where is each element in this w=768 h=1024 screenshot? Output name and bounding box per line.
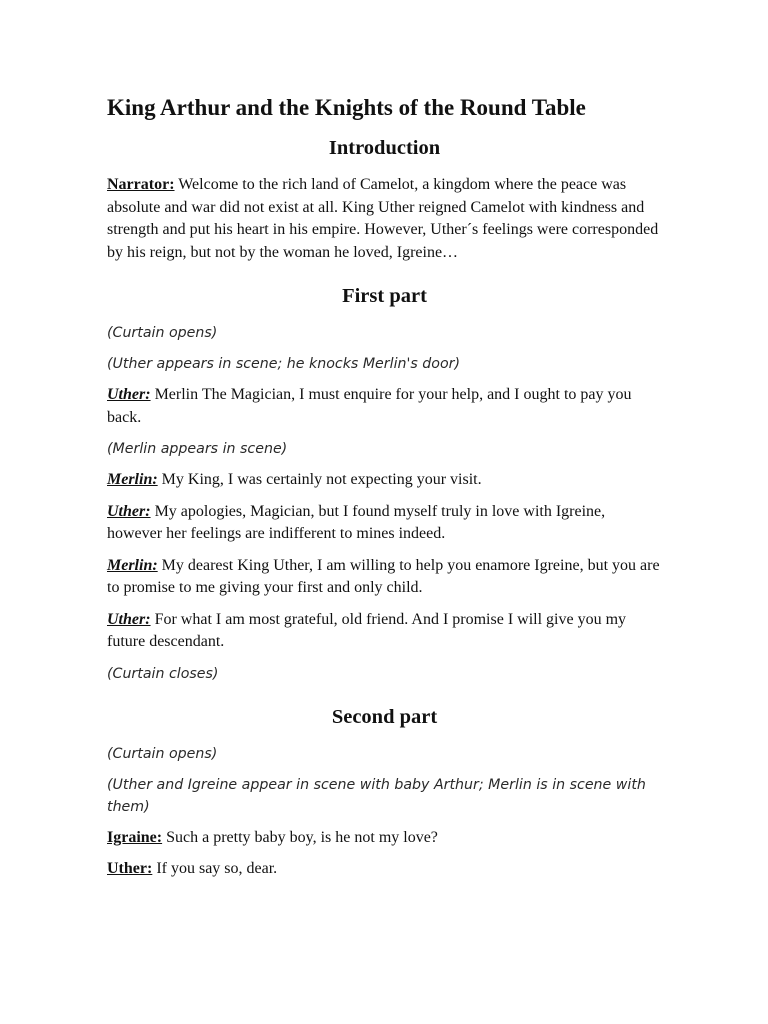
stage-direction: (Uther appears in scene; he knocks Merlin's door)	[107, 356, 461, 372]
speaker-label-uther: Uther:	[107, 610, 151, 628]
narrator-paragraph	[107, 174, 662, 264]
stage-direction: (Uther and Igreine appear in scene with baby Arthur; Merlin is in scene with them)	[107, 776, 646, 815]
dialogue-text: My apologies, Magician, but I found myself truly in love with Igreine, however her feelings are indifferent to mines indeed.	[107, 502, 606, 542]
dialogue-text: My dearest King Uther, I am willing to help you enamore Igreine, but you are to promise to me giving your first and only child.	[107, 556, 660, 596]
dialogue-text: My King, I was certainly not expecting your visit.	[161, 471, 482, 488]
section-heading-first-part: First part	[342, 285, 427, 307]
speaker-label-uther: Uther:	[107, 860, 153, 877]
dialogue-text: Merlin The Magician, I must enquire for your help, and I ought to pay you back.	[107, 386, 632, 426]
dialogue-line	[107, 469, 662, 492]
speaker-label-narrator: Narrator:	[107, 176, 175, 193]
speaker-label-uther: Uther:	[107, 502, 151, 520]
dialogue-text: Such a pretty baby boy, is he not my love?	[166, 828, 438, 846]
dialogue-line	[107, 501, 662, 546]
speaker-label-merlin: Merlin:	[107, 471, 158, 488]
dialogue-line	[107, 555, 662, 600]
dialogue-text: For what I am most grateful, old friend. And I promise I will give you my future descendant.	[107, 610, 627, 650]
document-title: King Arthur and the Knights of the Round Table	[107, 95, 586, 120]
stage-direction: (Curtain opens)	[107, 745, 218, 762]
stage-direction: (Curtain opens)	[107, 325, 218, 341]
stage-direction: (Curtain closes)	[107, 665, 219, 682]
dialogue-line	[107, 858, 662, 881]
speaker-label-merlin: Merlin:	[107, 556, 158, 574]
section-heading-second-part: Second part	[331, 705, 438, 728]
dialogue-line	[107, 384, 662, 429]
dialogue-line	[107, 609, 662, 654]
section-heading-introduction: Introduction	[328, 137, 441, 159]
narrator-text: Welcome to the rich land of Camelot, a kingdom where the peace was absolute and war did not exist at all. King Uther reigned Camelot with kindness and strength and put his heart in his empire. However, Uther´s feelings were corresponded by his reign, but not by the woman he loved, Igreine…	[107, 176, 659, 261]
stage-direction: (Merlin appears in scene)	[107, 441, 288, 457]
dialogue-text: If you say so, dear.	[156, 860, 278, 877]
speaker-label-uther: Uther:	[107, 386, 151, 403]
speaker-label-igraine: Igraine:	[107, 828, 163, 846]
dialogue-line	[107, 827, 662, 850]
